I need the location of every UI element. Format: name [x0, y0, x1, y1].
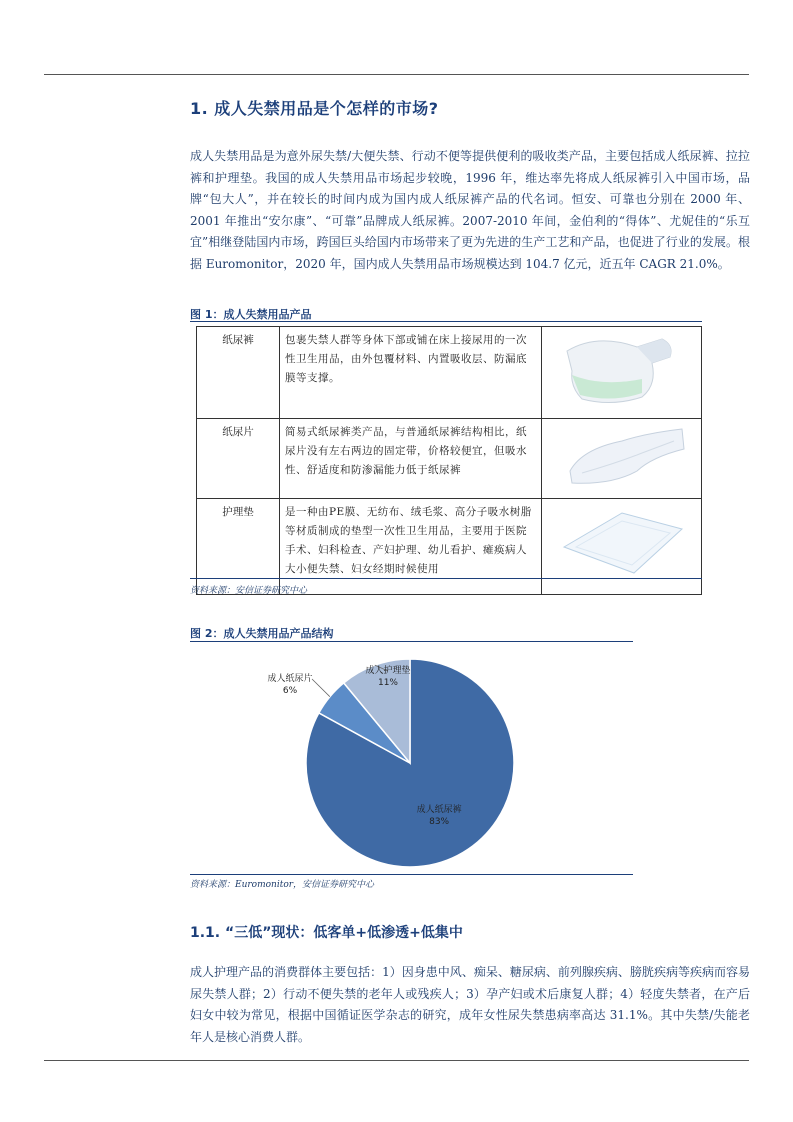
consumer-paragraph: 成人护理产品的消费群体主要包括：1）因身患中风、痴呆、糖尿病、前列腺疾病、膀胱疾病等疾病而容易尿失禁人群；2）行动不便失禁的老年人或残疾人；3）孕产妇或术后康复人群；4）轻度失禁者，在产后妇女中较为常见，根据中国循证医学杂志的研究，成年女性尿失禁患病率高达 31.1%。其中失禁/失能老年人是核心消费人群。	[190, 965, 750, 1044]
pie-slice-label: 成人护理垫	[365, 666, 411, 676]
figure1-source: 资料来源：安信证券研究中心	[190, 586, 308, 596]
pie-leader-line	[312, 679, 330, 697]
product-name: 纸尿裤	[197, 327, 280, 419]
figure2-source: 资料来源：Euromonitor，安信证券研究中心	[190, 880, 375, 890]
section-heading: 1. 成人失禁用品是个怎样的市场?	[190, 99, 439, 118]
figure1-bottom-rule	[190, 578, 702, 579]
intro-paragraph: 成人失禁用品是为意外尿失禁/大便失禁、行动不便等提供便利的吸收类产品，主要包括成人纸尿裤、拉拉裤和护理垫。我国的成人失禁用品市场起步较晚，1996 年，维达率先将成人纸尿裤引入中国市场，品牌“包大人”，并在较长的时间内成为国内成人纸尿裤产品的代名词。恒安、可靠也分别在 2000 年、2001 年推出“安尔康”、“可靠”品牌成人纸尿裤。2007-2010 年间，金伯利的“得体”、尤妮佳的“乐互宜”相继登陆国内市场，跨国巨头给国内市场带来了更为先进的生产工艺和产品，也促进了行业的发展。根据 Euromonitor，2020 年，国内成人失禁用品市场规模达到 104.7 亿元，近五年 CAGR 21.0%。	[190, 149, 750, 271]
product-name: 纸尿片	[197, 419, 280, 499]
pie-slice-value: 11%	[377, 678, 399, 688]
header-rule	[44, 74, 749, 75]
figure2-bottom-rule	[190, 874, 633, 875]
product-name: 护理垫	[197, 499, 280, 595]
adult-diaper-image	[542, 327, 702, 419]
pie-chart	[190, 645, 633, 873]
subsection-heading: 1.1. “三低”现状：低客单+低渗透+低集中	[190, 925, 463, 941]
figure1-title-rule	[190, 321, 702, 322]
pie-slice-label: 成人纸尿片	[267, 674, 313, 684]
product-description: 是一种由PE膜、无纺布、绒毛浆、高分子吸水树脂等材质制成的垫型一次性卫生用品，主要用于医院手术、妇科检查、产妇护理、幼儿看护、瘫痪病人大小便失禁、妇女经期时候使用	[279, 499, 541, 595]
table-row	[197, 499, 702, 595]
product-table	[196, 326, 702, 595]
pie-slice-label: 成人纸尿裤	[416, 805, 462, 816]
figure1-title: 图 1：成人失禁用品产品	[190, 308, 312, 321]
pie-slice-value: 6%	[282, 686, 298, 696]
pie-slice-value: 83%	[429, 817, 450, 828]
product-description: 简易式纸尿裤类产品，与普通纸尿裤结构相比，纸尿片没有左右两边的固定带，价格较便宜，但吸水性、舒适度和防渗漏能力低于纸尿裤	[279, 419, 541, 499]
product-description: 包裹失禁人群等身体下部或铺在床上接尿用的一次性卫生用品，由外包覆材料、内置吸收层、防漏底膜等支撑。	[279, 327, 541, 419]
nursing-pad-image	[542, 499, 702, 595]
table-row	[197, 327, 702, 419]
figure2-title: 图 2：成人失禁用品产品结构	[190, 627, 334, 640]
diaper-pad-image	[542, 419, 702, 499]
table-row	[197, 419, 702, 499]
footer-rule	[44, 1060, 749, 1061]
figure2-title-rule	[190, 641, 633, 642]
